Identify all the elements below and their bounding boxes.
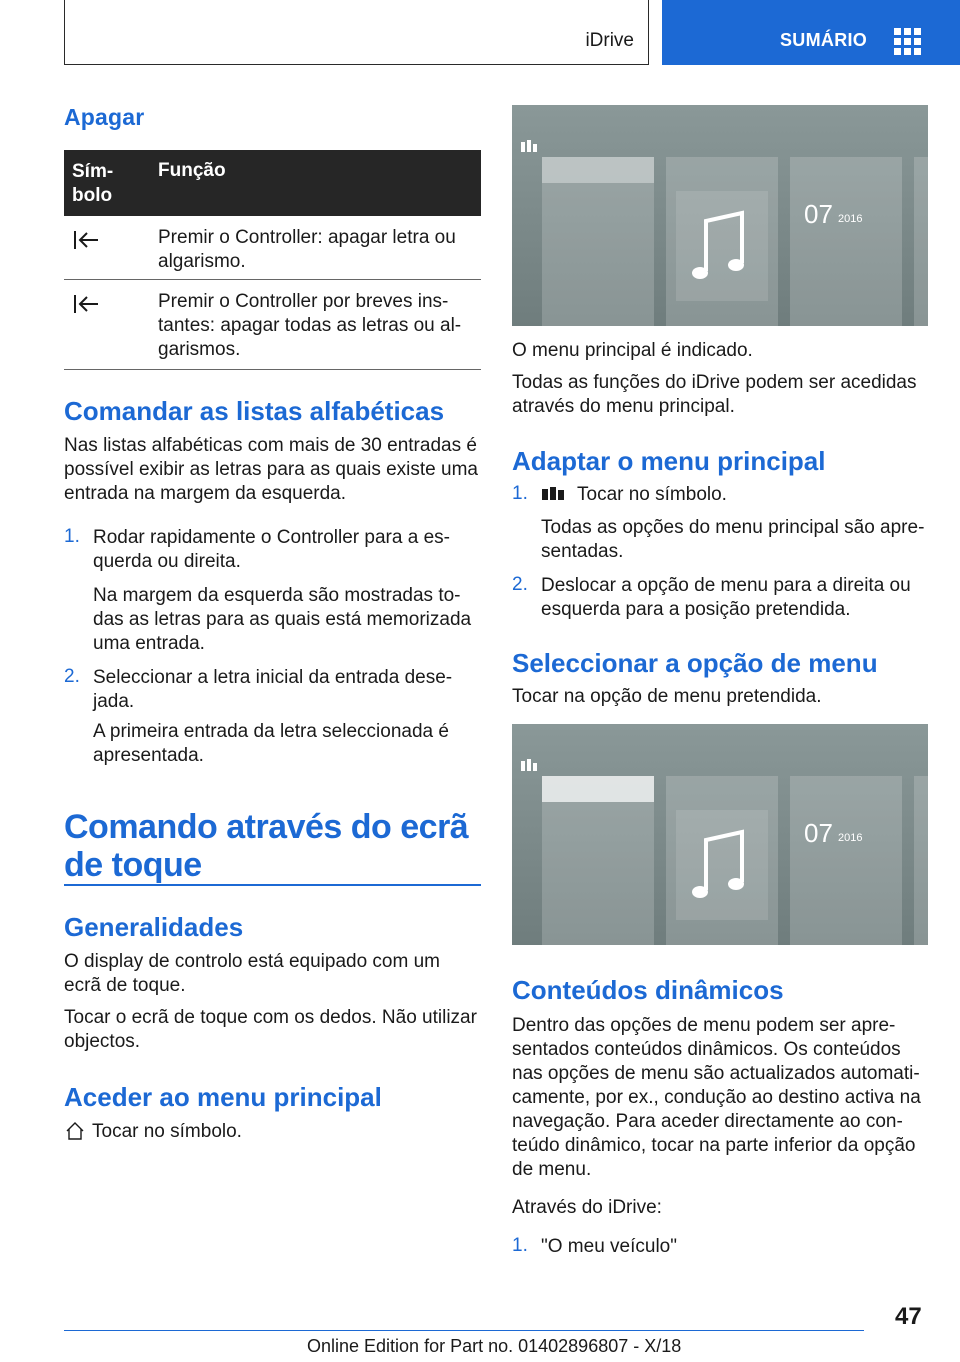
- text-line: Seleccionar a letra inicial da entrada dese-: [93, 667, 453, 688]
- lists-title: Comandar as listas alfabéticas: [64, 396, 445, 426]
- general-title: Generalidades: [64, 912, 244, 942]
- backspace-icon: [72, 228, 102, 252]
- text-line: uma entrada.: [93, 633, 205, 654]
- dynamic-content-title: Conteúdos dinâmicos: [512, 975, 784, 1005]
- col-function-header: Função: [158, 160, 226, 181]
- page-number: 47: [895, 1303, 922, 1330]
- adapt-step1-text: Tocar no símbolo.: [577, 484, 727, 505]
- menu-tile-phone: [790, 157, 902, 326]
- text-line: possível exibir as letras para as quais existe uma: [64, 459, 478, 480]
- access-menu-text: Tocar no símbolo.: [92, 1121, 242, 1142]
- select-option-title: Seleccionar a opção de menu: [512, 648, 878, 678]
- col-symbol-header: [72, 160, 113, 208]
- general-paragraph-2: [64, 1006, 477, 1054]
- text-line: jada.: [93, 691, 135, 712]
- date-year: 2016: [838, 832, 863, 844]
- text-line: Todas as opções do menu principal são apre-: [541, 517, 925, 538]
- tile-header: [542, 157, 654, 183]
- date-year: 2016: [838, 213, 863, 225]
- text-line: das as letras para as quais está memorizada: [93, 609, 472, 630]
- general-paragraph-1: [64, 950, 440, 998]
- via-idrive-text: Através do iDrive:: [512, 1197, 662, 1218]
- text-line: objectos.: [64, 1031, 141, 1052]
- text-line: querda ou direita.: [93, 551, 241, 572]
- tile-header-selected: [542, 776, 654, 802]
- row-line: garismos.: [158, 339, 241, 360]
- text-line: Todas as funções do iDrive podem ser acedidas: [512, 372, 917, 393]
- text-line: sentadas.: [541, 541, 624, 562]
- date-day: 07: [804, 818, 833, 848]
- summary-button[interactable]: [662, 0, 960, 65]
- step-number: 2.: [64, 666, 80, 687]
- menu-config-icon: [520, 139, 540, 155]
- col-symbol-l2: bolo: [72, 185, 113, 206]
- text-line: Na margem da esquerda são mostradas to-: [93, 585, 461, 606]
- date-day: 07: [804, 199, 833, 229]
- title-line: Comando através do ecrã: [64, 808, 469, 846]
- grid-icon: [894, 28, 921, 55]
- text-line: teúdo dinâmico, tocar na parte inferior da opção: [512, 1135, 916, 1156]
- text-line: Nas listas alfabéticas com mais de 30 entradas é: [64, 435, 477, 456]
- text-line: sentados conteúdos dinâmicos. Os conteúdos: [512, 1039, 901, 1060]
- text-line: O display de controlo está equipado com um: [64, 951, 440, 972]
- step1-subtext: [93, 584, 471, 656]
- step-number: 1.: [512, 483, 528, 504]
- menu-tile-phone: [790, 776, 902, 945]
- step2-text: [93, 666, 452, 714]
- step1-text: [93, 526, 450, 574]
- backspace-icon: [72, 292, 102, 316]
- section-title: iDrive: [585, 30, 634, 51]
- main-menu-description: [512, 371, 917, 419]
- step-number: 2.: [512, 574, 528, 595]
- text-line: Tocar o ecrã de toque com os dedos. Não utilizar: [64, 1007, 477, 1028]
- text-line: Rodar rapidamente o Controller para a es-: [93, 527, 450, 548]
- text-line: nas opções de menu são actualizados automati-: [512, 1063, 920, 1084]
- text-line: Deslocar a opção de menu para a direita ou: [541, 575, 911, 596]
- home-icon: [64, 1120, 86, 1142]
- col-symbol-l1: Sím-: [72, 161, 114, 182]
- text-line: através do menu principal.: [512, 396, 735, 417]
- text-line: Dentro das opções de menu podem ser apre-: [512, 1015, 896, 1036]
- apagar-title: Apagar: [64, 104, 145, 130]
- text-line: camente, por ex., condução ao destino activa na: [512, 1087, 921, 1108]
- menu-tile-next: [914, 157, 928, 326]
- text-line: A primeira entrada da letra seleccionada é: [93, 721, 449, 742]
- table-row: [64, 280, 481, 370]
- text-line: ecrã de toque.: [64, 975, 186, 996]
- text-line: navegação. Para aceder directamente ao con-: [512, 1111, 903, 1132]
- main-menu-screenshot: [512, 105, 928, 326]
- row-description: [158, 226, 478, 274]
- table-header: [64, 150, 481, 216]
- main-menu-shown: O menu principal é indicado.: [512, 340, 753, 361]
- lists-paragraph: [64, 434, 478, 506]
- footer-edition: Online Edition for Part no. 01402896807 - X/18: [307, 1336, 682, 1356]
- footer-rule: [64, 1330, 864, 1331]
- access-menu-title: Aceder ao menu principal: [64, 1082, 382, 1112]
- menu-config-icon: [520, 758, 540, 774]
- header-section-box: [64, 0, 649, 65]
- text-line: esquerda para a posição pretendida.: [541, 599, 851, 620]
- music-note-icon: [676, 810, 768, 920]
- touch-screen-title: [64, 808, 468, 884]
- summary-label: SUMÁRIO: [780, 30, 868, 50]
- menu-option-screenshot: [512, 724, 928, 945]
- step-number: 1.: [512, 1235, 528, 1256]
- music-note-icon: [676, 191, 768, 301]
- select-option-text: Tocar na opção de menu pretendida.: [512, 686, 822, 707]
- row-description: [158, 290, 478, 362]
- title-line: de toque: [64, 846, 202, 884]
- row-line: Premir o Controller: apagar letra ou: [158, 227, 456, 248]
- step2-subtext: [93, 720, 449, 768]
- table-row: [64, 216, 481, 280]
- text-line: de menu.: [512, 1159, 592, 1180]
- text-line: entrada na margem da esquerda.: [64, 483, 347, 504]
- via-step1-text: "O meu veículo": [541, 1236, 677, 1257]
- dynamic-content-paragraph: [512, 1014, 921, 1182]
- adapt-step1-subtext: [541, 516, 924, 564]
- row-line: algarismo.: [158, 251, 246, 272]
- menu-tile-next: [914, 776, 928, 945]
- section-rule: [64, 884, 481, 886]
- text-line: apresentada.: [93, 745, 204, 766]
- step-number: 1.: [64, 526, 80, 547]
- menu-config-icon: [541, 486, 567, 502]
- adapt-step2-text: [541, 574, 911, 622]
- row-line: Premir o Controller por breves ins-: [158, 291, 449, 312]
- adapt-menu-title: Adaptar o menu principal: [512, 446, 826, 476]
- row-line: tantes: apagar todas as letras ou al-: [158, 315, 462, 336]
